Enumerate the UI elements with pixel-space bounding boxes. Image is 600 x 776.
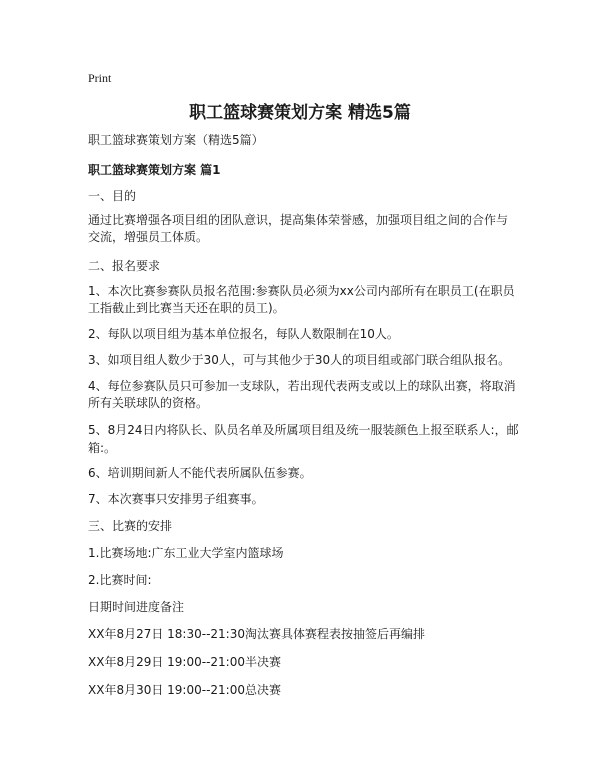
schedule-item: 2.比赛时间: <box>88 573 152 587</box>
registration-item: 1、本次比赛参赛队员报名范围:参赛队员必须为xx公司内部所有在职员工(在职员工指截止到比赛当天还在职的员工)。 <box>88 284 515 315</box>
section-heading: 职工篮球赛策划方案 篇1 <box>88 163 221 177</box>
schedule-table-header: 日期时间进度备注 <box>88 600 185 614</box>
registration-item: 2、每队以项目组为基本单位报名，每队人数限制在10人。 <box>88 327 399 341</box>
schedule-row: XX年8月27日 18:30--21:30淘汰赛具体赛程表按抽签后再编排 <box>88 627 425 641</box>
document-subtitle: 职工篮球赛策划方案（精选5篇） <box>88 133 264 147</box>
schedule-row: XX年8月30日 19:00--21:00总决赛 <box>88 683 281 697</box>
page-title: 职工篮球赛策划方案 精选5篇 <box>189 103 411 123</box>
registration-item: 5、8月24日内将队长、队员名单及所属项目组及统一服装颜色上报至联系人:，邮 <box>88 423 519 437</box>
schedule-item: 1.比赛场地:广东工业大学室内篮球场 <box>88 546 284 560</box>
registration-item: 4、每位参赛队员只可参加一支球队，若出现代表两支或以上的球队出赛，将取消所有关联球队的资格。 <box>88 379 516 410</box>
heading-purpose: 一、目的 <box>88 189 137 203</box>
paragraph-purpose: 通过比赛增强各项目组的团队意识，提高集体荣誉感，加强项目组之间的合作与交流，增强员工体质。 <box>88 213 509 244</box>
registration-item: 3、如项目组人数少于30人，可与其他少于30人的项目组或部门联合组队报名。 <box>88 353 511 367</box>
registration-item-continued: 箱:。 <box>88 441 117 455</box>
print-label: Print <box>88 71 112 85</box>
registration-item: 6、培训期间新人不能代表所属队伍参赛。 <box>88 466 312 480</box>
heading-schedule: 三、比赛的安排 <box>88 519 173 533</box>
heading-registration: 二、报名要求 <box>88 259 161 273</box>
registration-item: 7、本次赛事只安排男子组赛事。 <box>88 492 264 506</box>
schedule-row: XX年8月29日 19:00--21:00半决赛 <box>88 655 281 669</box>
